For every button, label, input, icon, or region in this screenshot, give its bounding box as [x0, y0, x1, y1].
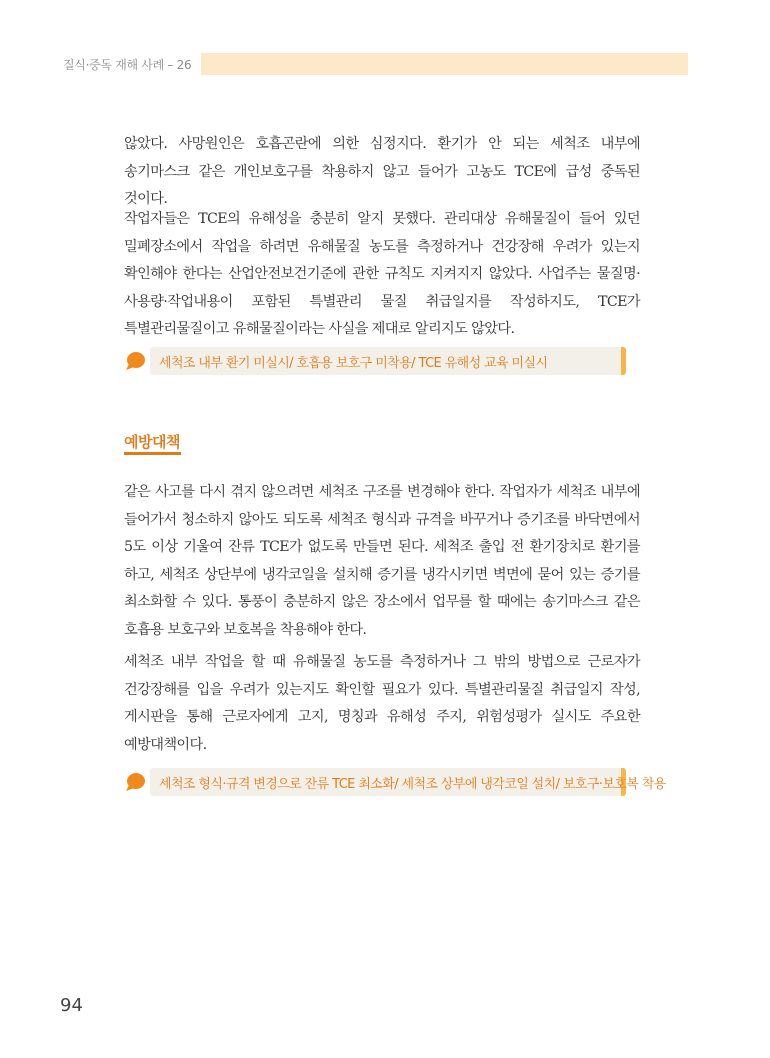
- summary-note-1: [124, 347, 626, 375]
- page-number: 94: [60, 995, 83, 1016]
- paragraph-2: 작업자들은 TCE의 유해성을 충분히 알지 못했다. 관리대상 유해물질이 들어 있던 밀폐장소에서 작업을 하려면 유해물질 농도를 측정하거나 건강장해 우려가 있는지 확인해야 한다는 산업안전보건기준에 관한 규칙도 지켜지지 않았다. 사업주는 물질명·사용량·작업내용이 포함된 특별관리 물질 취급일지를 작성하지도, TCE가 특별관리물질이고 유해물질이라는 사실을 제대로 알리지도 않았다.: [124, 211, 640, 337]
- speech-bubble-icon: [124, 772, 146, 792]
- section-title: 예방대책: [124, 433, 180, 451]
- summary-note-2: [124, 768, 666, 796]
- header-bar: [201, 53, 688, 75]
- section-underline: [124, 452, 181, 455]
- running-header: [0, 53, 770, 75]
- summary-note-box: [150, 768, 666, 796]
- paragraph-1: 않았다. 사망원인은 호흡곤란에 의한 심정지다. 환기가 안 되는 세척조 내부에 송기마스크 같은 개인보호구를 착용하지 않고 들어가 고농도 TCE에 급성 중독된 것이다.: [124, 136, 640, 207]
- speech-bubble-icon: [124, 351, 146, 371]
- paragraph-4: 세척조 내부 작업을 할 때 유해물질 농도를 측정하거나 그 밖의 방법으로 근로자가 건강장해를 입을 우려가 있는지도 확인할 필요가 있다. 특별관리물질 취급일지 작성, 게시판을 통해 근로자에게 고지, 명칭과 유해성 주지, 위험성평가 실시도 주요한 예방대책이다.: [124, 654, 640, 753]
- running-title: 질식·중독 재해 사례 – 26: [63, 58, 192, 72]
- summary-note-text: 세척조 내부 환기 미실시/ 호흡용 보호구 미착용/ TCE 유해성 교육 미실시: [159, 356, 548, 371]
- summary-note-box: [150, 347, 626, 375]
- paragraph-3: 같은 사고를 다시 겪지 않으려면 세척조 구조를 변경해야 한다. 작업자가 세척조 내부에 들어가서 청소하지 않아도 되도록 세척조 형식과 규격을 바꾸거나 증기조를 바닥면에서 5도 이상 기울여 잔류 TCE가 없도록 만들면 된다. 세척조 출입 전 환기장치로 환기를 하고, 세척조 상단부에 냉각코일을 설치해 증기를 냉각시키면 벽면에 묻어 있는 증기를 최소화할 수 있다. 통풍이 충분하지 않은 장소에서 업무를 할 때에는 송기마스크 같은 호흡용 보호구와 보호복을 착용해야 한다.: [124, 484, 640, 638]
- summary-note-text: 세척조 형식·규격 변경으로 잔류 TCE 최소화/ 세척조 상부에 냉각코일 설치/ 보호구·보호복 착용: [159, 777, 666, 792]
